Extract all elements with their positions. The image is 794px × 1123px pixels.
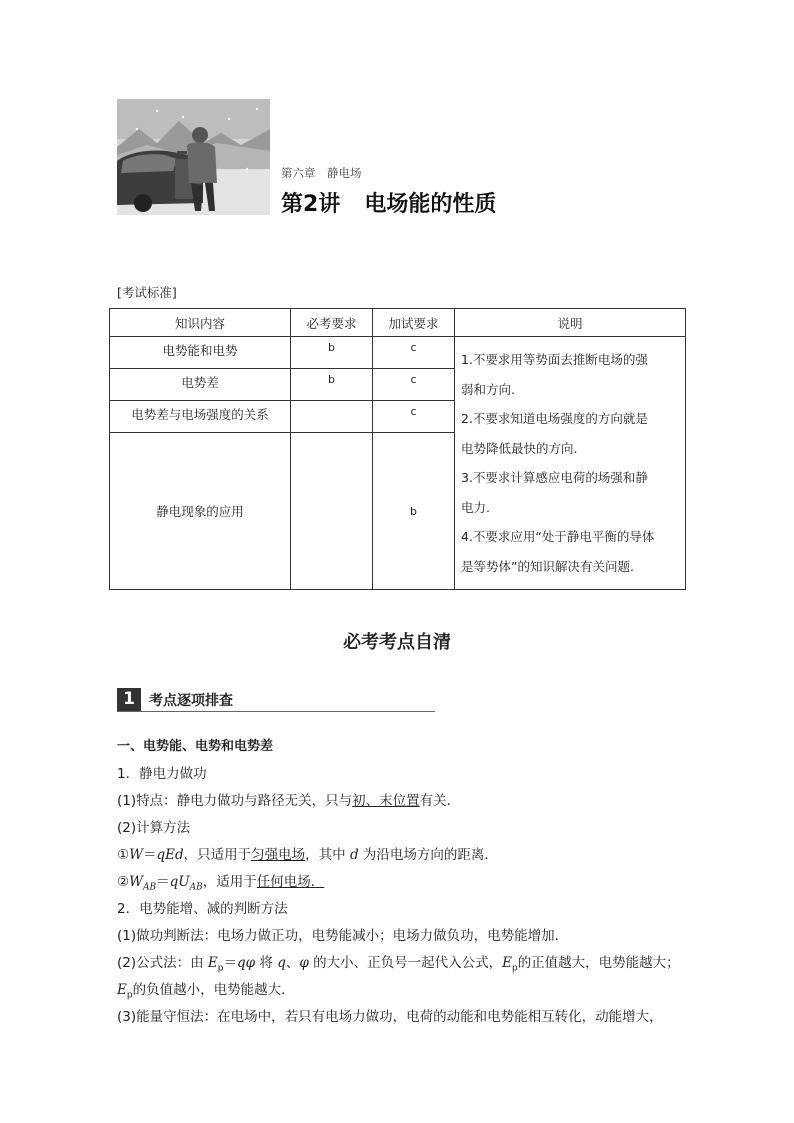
extra-level-cell: c bbox=[373, 337, 455, 369]
note-line: 电力. bbox=[461, 499, 490, 515]
header-illustration bbox=[117, 99, 270, 215]
note-line: 电势降低最快的方向. bbox=[461, 440, 578, 456]
table-header-row bbox=[110, 309, 686, 337]
math-var: W bbox=[129, 874, 143, 890]
paragraph-line: (1)做功判断法：电场力做正功，电势能减小；电场力做负功，电势能增加． bbox=[117, 928, 569, 944]
subsection-title: 一、电势能、电势和电势差 bbox=[117, 739, 274, 754]
topic-cell: 电势能和电势 bbox=[110, 337, 291, 369]
math-var: qU bbox=[169, 874, 190, 890]
text-span: ，只适用于 bbox=[183, 847, 252, 863]
text-span: 为沿电场方向的距离． bbox=[362, 847, 498, 863]
underlined-answer: 匀强电场 bbox=[251, 847, 306, 863]
text-span: ＝ bbox=[223, 955, 237, 971]
math-var: q bbox=[277, 955, 286, 971]
math-subscript: AB bbox=[189, 882, 203, 893]
paragraph-line bbox=[117, 870, 324, 893]
column-header: 知识内容 bbox=[110, 309, 291, 337]
note-line: 弱和方向. bbox=[461, 381, 515, 397]
required-level-cell: b bbox=[291, 369, 373, 401]
math-subscript: p bbox=[126, 990, 133, 1001]
section-banner bbox=[117, 688, 435, 712]
text-span: (2)公式法：由 bbox=[117, 955, 204, 971]
winter-car-scene-image bbox=[117, 99, 270, 215]
paragraph-line: (3)能量守恒法：在电场中，若只有电场力做功，电荷的动能和电势能相互转化，动能增大， bbox=[117, 1009, 663, 1025]
banner-number: 1 bbox=[117, 688, 141, 711]
text-span: 的负值越小，电势能越大． bbox=[132, 982, 295, 998]
required-level-cell bbox=[291, 401, 373, 433]
standards-heading: [考试标准] bbox=[117, 285, 177, 300]
note-line: 2.不要求知道电场强度的方向就是 bbox=[461, 411, 648, 426]
math-subscript: p bbox=[217, 963, 224, 974]
lecture-name: 电场能的性质 bbox=[364, 192, 497, 217]
math-var: E bbox=[117, 982, 127, 998]
column-header: 必考要求 bbox=[291, 309, 373, 337]
required-level-cell: b bbox=[291, 337, 373, 369]
paragraph-line: (2)计算方法 bbox=[117, 820, 191, 836]
banner-underline bbox=[117, 711, 435, 712]
math-var: qφ bbox=[237, 955, 256, 971]
text-span: 有关． bbox=[419, 793, 461, 809]
underlined-answer: 任何电场． bbox=[256, 874, 325, 890]
column-header: 说明 bbox=[455, 309, 686, 337]
table-row bbox=[110, 337, 686, 369]
math-var: E bbox=[502, 955, 512, 971]
extra-level-cell: c bbox=[373, 401, 455, 433]
math-var: φ bbox=[299, 955, 309, 971]
note-line: 3.不要求计算感应电荷的场强和静 bbox=[461, 470, 648, 485]
notes-cell bbox=[455, 337, 686, 590]
banner-label: 考点逐项排查 bbox=[149, 693, 233, 709]
paragraph-line bbox=[117, 789, 460, 809]
paragraph-line bbox=[117, 978, 295, 1001]
text-span: ，适用于 bbox=[202, 874, 257, 890]
paragraph-line: 1．静电力做功 bbox=[117, 766, 207, 782]
section-heading: 必考考点自清 bbox=[343, 632, 451, 653]
column-header: 加试要求 bbox=[373, 309, 455, 337]
extra-level-cell: c bbox=[373, 369, 455, 401]
topic-cell: 电势差 bbox=[110, 369, 291, 401]
topic-cell: 电势差与电场强度的关系 bbox=[110, 401, 291, 433]
underlined-answer: 初、末位置 bbox=[352, 793, 420, 809]
paragraph-line: 2．电势能增、减的判断方法 bbox=[117, 901, 288, 917]
paragraph-line bbox=[117, 843, 498, 863]
math-subscript: AB bbox=[143, 882, 157, 893]
standards-table bbox=[109, 308, 686, 590]
note-line: 是等势体”的知识解决有关问题. bbox=[461, 558, 634, 574]
lecture-number: 第2讲 bbox=[281, 192, 341, 217]
required-level-cell bbox=[291, 433, 373, 590]
text-span: 、 bbox=[285, 955, 300, 971]
math-subscript: p bbox=[511, 963, 518, 974]
text-span: 的大小、正负号一起代入公式， bbox=[313, 955, 503, 971]
text-span: ＝ bbox=[143, 847, 157, 863]
note-line: 1.不要求用等势面去推断电场的强 bbox=[461, 352, 648, 367]
text-span: 将 bbox=[259, 955, 273, 971]
text-span: ，其中 bbox=[305, 847, 346, 863]
text-span: (1)特点：静电力做功与路径无关，只与 bbox=[117, 793, 353, 809]
note-line: 4.不要求应用“处于静电平衡的导体 bbox=[461, 529, 655, 544]
math-var: E bbox=[207, 955, 218, 971]
lecture-title bbox=[281, 187, 496, 218]
text-span: ＝ bbox=[156, 874, 170, 890]
chapter-label: 第六章 静电场 bbox=[281, 166, 362, 180]
extra-level-cell: b bbox=[373, 433, 455, 590]
topic-cell: 静电现象的应用 bbox=[110, 433, 291, 590]
text-span: ② bbox=[117, 874, 130, 890]
text-span: ① bbox=[117, 847, 130, 863]
math-var: d bbox=[349, 847, 359, 863]
math-var: qEd bbox=[156, 847, 184, 863]
math-var: W bbox=[129, 847, 143, 863]
text-span: 的正值越大，电势能越大； bbox=[517, 955, 680, 971]
paragraph-line bbox=[117, 951, 680, 974]
